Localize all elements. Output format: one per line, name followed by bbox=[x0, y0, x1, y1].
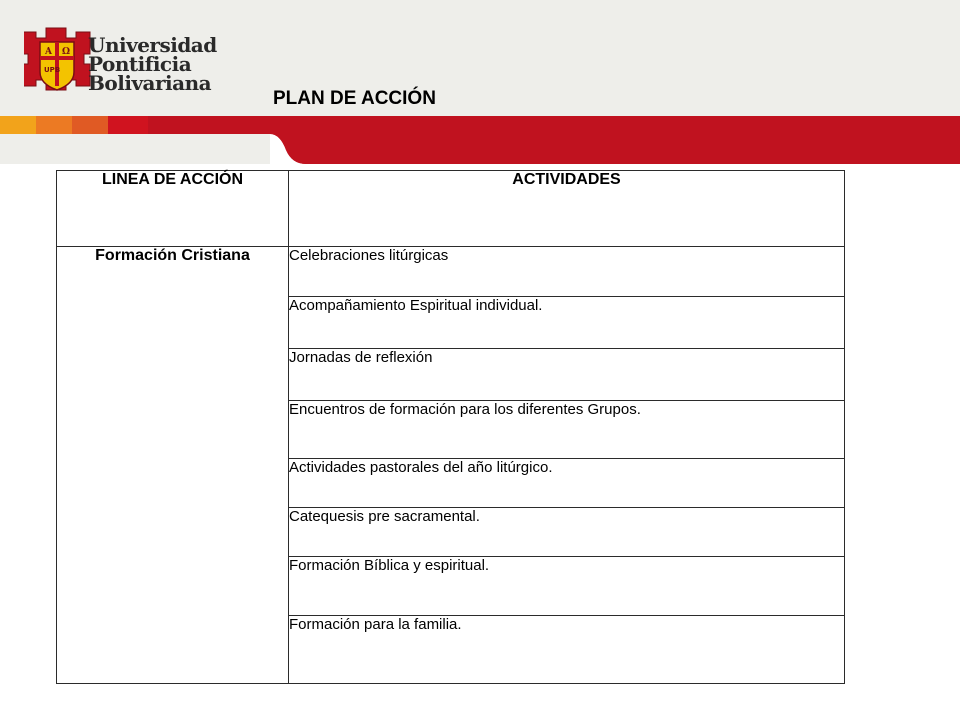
activity-cell: Acompañamiento Espiritual individual. bbox=[289, 297, 845, 349]
line-of-action-cell: Formación Cristiana bbox=[57, 247, 289, 684]
brand-stripe bbox=[0, 116, 960, 164]
activity-cell: Jornadas de reflexión bbox=[289, 349, 845, 401]
activity-cell: Actividades pastorales del año litúrgico. bbox=[289, 459, 845, 508]
table-header-row bbox=[57, 171, 845, 247]
svg-text:UPB: UPB bbox=[44, 66, 61, 74]
logo-line-2: Pontificia bbox=[88, 52, 192, 76]
activity-cell: Formación Bíblica y espiritual. bbox=[289, 557, 845, 616]
action-plan-table bbox=[56, 170, 845, 684]
column-header-activities: ACTIVIDADES bbox=[289, 171, 845, 247]
activity-cell: Formación para la familia. bbox=[289, 616, 845, 684]
activity-cell: Catequesis pre sacramental. bbox=[289, 508, 845, 557]
logo-line-3: Bolivariana bbox=[88, 71, 212, 95]
column-header-line-of-action: LINEA DE ACCIÓN bbox=[57, 171, 289, 247]
logo-wordmark bbox=[88, 33, 217, 95]
logo-line-1: Universidad bbox=[88, 33, 217, 57]
svg-text:Ω: Ω bbox=[62, 47, 71, 57]
table-row bbox=[57, 247, 845, 297]
activity-cell: Encuentros de formación para los diferentes Grupos. bbox=[289, 401, 845, 459]
university-shield-icon bbox=[24, 26, 94, 96]
svg-text:A: A bbox=[45, 47, 52, 57]
page-title: PLAN DE ACCIÓN bbox=[273, 88, 436, 109]
activity-cell: Celebraciones litúrgicas bbox=[289, 247, 845, 297]
